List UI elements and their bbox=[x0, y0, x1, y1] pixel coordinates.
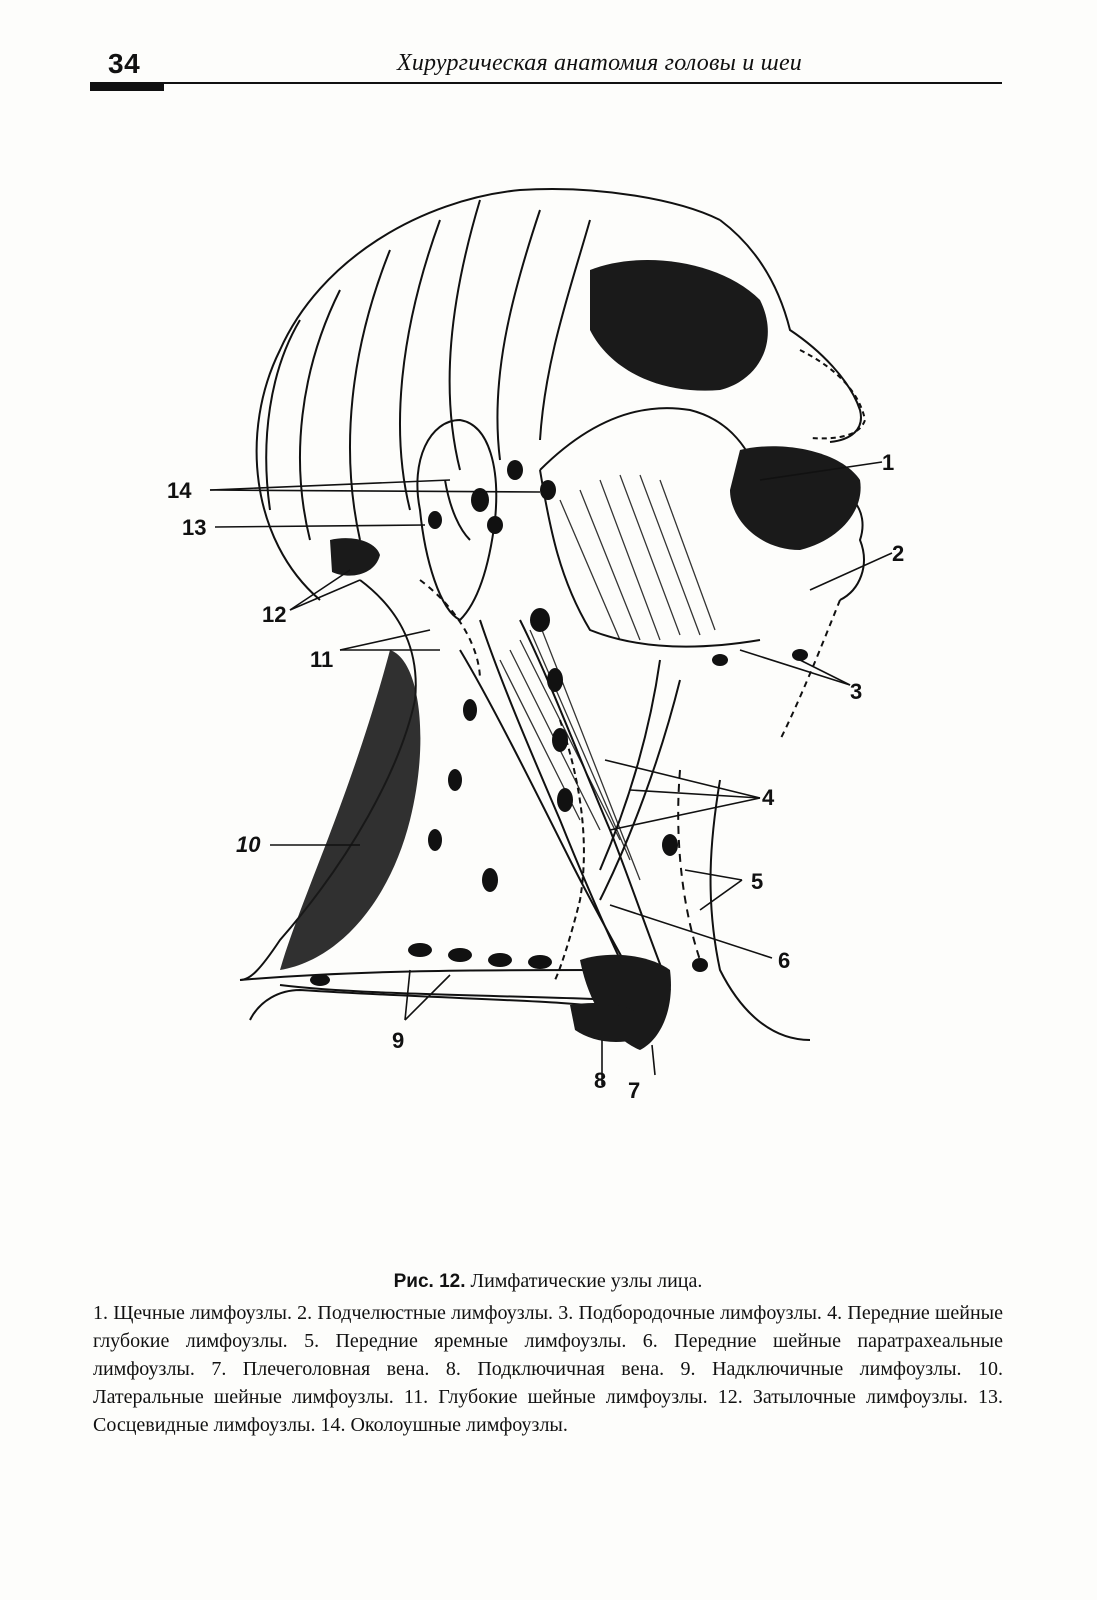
label-8: 8 bbox=[594, 1068, 607, 1093]
caption-title bbox=[93, 1268, 1003, 1295]
figure-legend: 1. Щечные лимфоузлы. 2. Подчелюстные лимфоузлы. 3. Подбородочные лимфоузлы. 4. Передние шейные глубокие лимфоузлы. 5. Передние яремные лимфоузлы. 6. Передние шейные паратрахеальные лимфоузлы. 7. Плечеголовная вена. 8. Подключичная вена. 9. Надключичные лимфоузлы. 10. Латеральные шейные лимфоузлы. 11. Глубокие шейные лимфоузлы. 12. Затылочные лимфоузлы. 13. Сосцевидные лимфоузлы. 14. Околоушные лимфоузлы. bbox=[93, 1302, 1003, 1436]
label-5: 5 bbox=[751, 869, 764, 894]
label-14: 14 bbox=[167, 478, 192, 503]
figure-caption bbox=[93, 1268, 1003, 1439]
label-1: 1 bbox=[882, 450, 895, 475]
label-12: 12 bbox=[262, 602, 287, 627]
book-title: Хирургическая анатомия головы и шеи bbox=[396, 50, 802, 76]
header-rule bbox=[90, 82, 1002, 84]
label-7: 7 bbox=[628, 1078, 641, 1103]
label-11: 11 bbox=[310, 647, 334, 672]
lymph-nodes-illustration bbox=[160, 180, 940, 1103]
label-2: 2 bbox=[892, 541, 905, 566]
figure-number: Рис. 12. bbox=[393, 1271, 466, 1292]
running-header bbox=[90, 48, 1002, 98]
label-10: 10 bbox=[236, 832, 261, 857]
header-bar bbox=[90, 82, 164, 91]
label-4: 4 bbox=[762, 785, 775, 810]
label-6: 6 bbox=[778, 948, 791, 973]
anatomy-figure bbox=[160, 180, 940, 1103]
label-3: 3 bbox=[850, 679, 863, 704]
label-9: 9 bbox=[392, 1028, 405, 1053]
figure-title: Лимфатические узлы лица. bbox=[470, 1270, 703, 1292]
page-number: 34 bbox=[108, 48, 141, 79]
label-13: 13 bbox=[182, 515, 207, 540]
